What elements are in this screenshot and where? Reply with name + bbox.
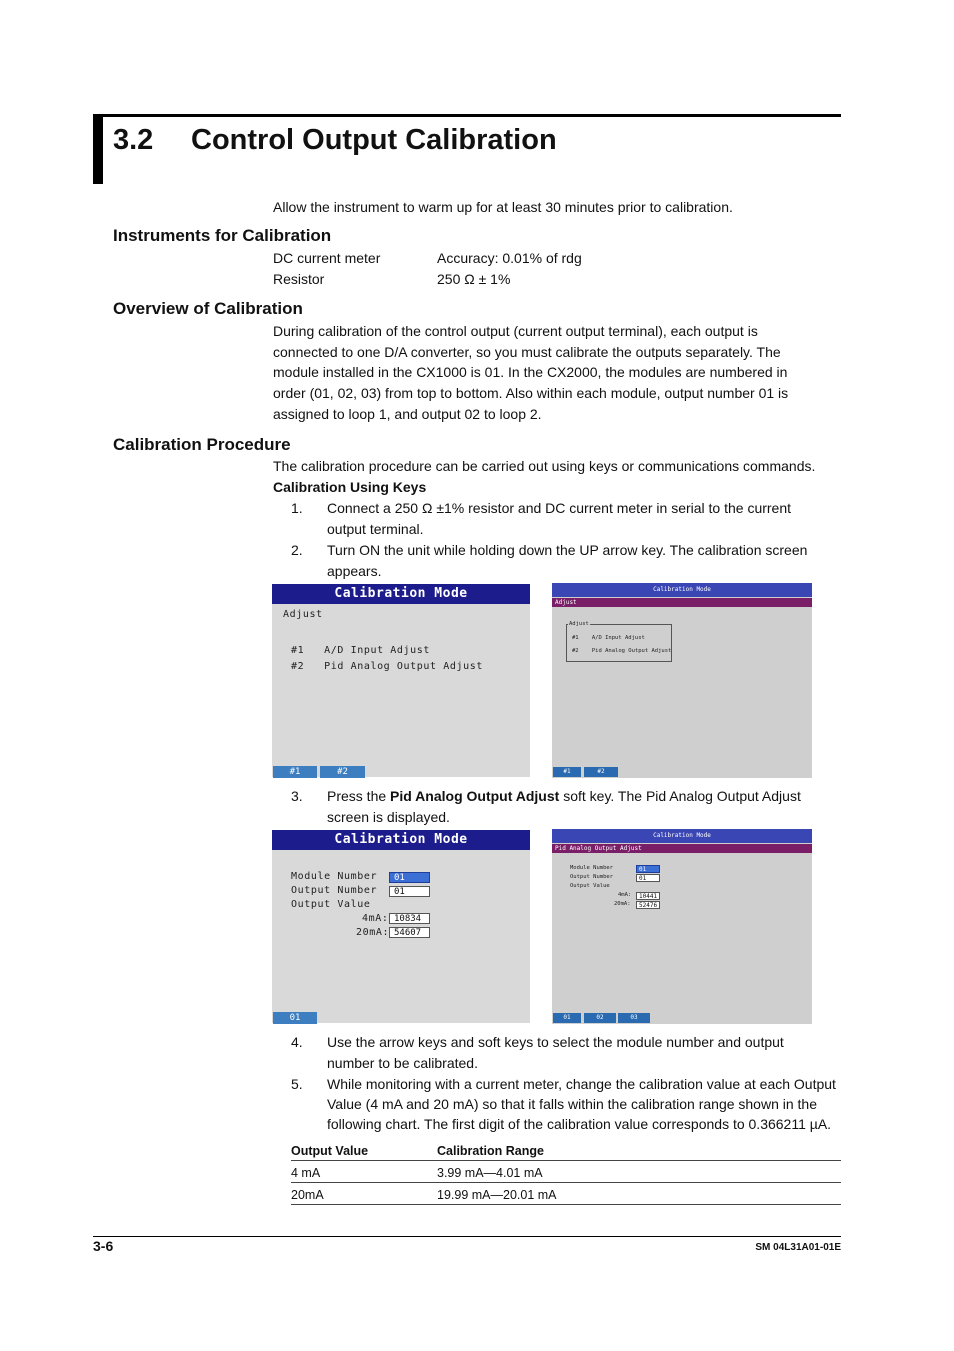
text-line: output terminal. bbox=[327, 521, 424, 537]
box-label: Adjust bbox=[569, 621, 589, 627]
output-number-label: Output Number bbox=[291, 885, 378, 896]
table-header-row bbox=[291, 1139, 841, 1161]
soft-key-3[interactable]: 03 bbox=[618, 1013, 650, 1023]
section-title: Control Output Calibration bbox=[191, 124, 557, 156]
text-line: screen is displayed. bbox=[327, 809, 450, 825]
ma4-label: 4mA: bbox=[362, 913, 389, 924]
step-text bbox=[327, 1032, 842, 1074]
page-number: 3-6 bbox=[93, 1238, 114, 1254]
ma20-label: 20mA: bbox=[356, 927, 390, 938]
ma4-value-field[interactable]: 10834 bbox=[389, 913, 430, 924]
screen-title: Calibration Mode bbox=[552, 829, 812, 843]
instrument-spec: 250 Ω ± 1% bbox=[437, 271, 511, 287]
screen-label: Adjust bbox=[283, 609, 323, 620]
soft-key-2[interactable]: 02 bbox=[584, 1013, 616, 1023]
soft-key-1[interactable]: #1 bbox=[553, 767, 581, 777]
screen-subtitle: Pid Analog Output Adjust bbox=[552, 844, 812, 853]
step-number: 1. bbox=[291, 500, 303, 516]
text-line: Value (4 mA and 20 mA) so that it falls within the calibration range shown in the bbox=[327, 1096, 818, 1112]
text-line: Turn ON the unit while holding down the UP arrow key. The calibration screen bbox=[327, 542, 808, 558]
overview-paragraph bbox=[273, 321, 838, 425]
text-span: Press the bbox=[327, 788, 391, 804]
output-value-label: Output Value bbox=[291, 899, 371, 910]
calibration-screen-mono bbox=[272, 584, 530, 777]
text-line: number to be calibrated. bbox=[327, 1055, 478, 1071]
module-number-label: Module Number bbox=[291, 871, 378, 882]
ma4-label: 4mA: bbox=[618, 892, 632, 898]
instrument-name: DC current meter bbox=[273, 250, 381, 266]
document-code: SM 04L31A01-01E bbox=[755, 1242, 841, 1253]
soft-key-name: Pid Analog Output Adjust bbox=[390, 788, 560, 804]
step-text bbox=[327, 498, 842, 540]
table-row bbox=[291, 1183, 841, 1205]
ma20-label: 20mA: bbox=[614, 901, 631, 907]
output-number-label: Output Number bbox=[570, 874, 614, 880]
step-text bbox=[327, 1074, 842, 1134]
step-text bbox=[327, 786, 842, 828]
column-header: Output Value bbox=[291, 1144, 369, 1158]
section-rule bbox=[93, 114, 841, 117]
screen-title: Calibration Mode bbox=[272, 584, 530, 604]
text-span: soft key. The Pid Analog Output Adjust bbox=[559, 788, 801, 804]
text-line: appears. bbox=[327, 563, 382, 579]
ma20-value-field[interactable]: 52476 bbox=[636, 901, 660, 909]
menu-item-pid-output: #2 Pid Analog Output Adjust bbox=[572, 648, 672, 654]
text-line: Connect a 250 Ω ±1% resistor and DC current meter in serial to the current bbox=[327, 500, 792, 516]
screen-title: Calibration Mode bbox=[552, 583, 812, 597]
text-line: following chart. The first digit of the calibration value corresponds to 0.366211 µA. bbox=[327, 1116, 832, 1132]
step-number: 2. bbox=[291, 542, 303, 558]
table-cell: 19.99 mA—20.01 mA bbox=[437, 1188, 557, 1202]
step-number: 4. bbox=[291, 1034, 303, 1050]
step-number: 5. bbox=[291, 1076, 303, 1092]
table-row bbox=[291, 1161, 841, 1183]
module-number-field[interactable]: 01 bbox=[389, 872, 430, 883]
output-number-field[interactable]: 01 bbox=[636, 874, 660, 882]
soft-key-2[interactable]: #2 bbox=[320, 766, 365, 778]
screen-title: Calibration Mode bbox=[272, 830, 530, 850]
step-number: 3. bbox=[291, 788, 303, 804]
instrument-spec: Accuracy: 0.01% of rdg bbox=[437, 250, 582, 266]
intro-text: Allow the instrument to warm up for at least 30 minutes prior to calibration. bbox=[273, 199, 733, 215]
section-number: 3.2 bbox=[113, 124, 154, 156]
menu-item-pid-output: #2 Pid Analog Output Adjust bbox=[291, 661, 483, 672]
column-header: Calibration Range bbox=[437, 1144, 544, 1158]
text-line: Use the arrow keys and soft keys to select the module number and output bbox=[327, 1034, 784, 1050]
calibration-screen-color bbox=[552, 583, 812, 778]
text-line: assigned to loop 1, and output 02 to loop 2. bbox=[273, 405, 542, 422]
menu-item-ad-input: #1 A/D Input Adjust bbox=[291, 645, 431, 656]
screen-subtitle: Adjust bbox=[552, 598, 812, 607]
calibration-range-table bbox=[291, 1139, 841, 1205]
soft-key-2[interactable]: #2 bbox=[584, 767, 618, 777]
procedure-intro: The calibration procedure can be carried out using keys or communications commands. bbox=[273, 458, 816, 474]
module-number-field[interactable]: 01 bbox=[636, 865, 660, 873]
table-cell: 3.99 mA—4.01 mA bbox=[437, 1166, 543, 1180]
adjust-box bbox=[566, 624, 672, 662]
text-line: During calibration of the control output (current output terminal), each output is bbox=[273, 323, 758, 339]
ma20-value-field[interactable]: 54607 bbox=[389, 927, 430, 938]
output-number-field[interactable]: 01 bbox=[389, 886, 430, 897]
table-cell: 4 mA bbox=[291, 1166, 321, 1180]
procedure-subheading: Calibration Using Keys bbox=[273, 479, 427, 495]
soft-key-1[interactable]: #1 bbox=[273, 766, 317, 778]
instrument-name: Resistor bbox=[273, 271, 325, 287]
text-line: While monitoring with a current meter, change the calibration value at each Output bbox=[327, 1076, 836, 1092]
footer-rule bbox=[93, 1236, 841, 1237]
ma4-value-field[interactable]: 10441 bbox=[636, 892, 660, 900]
procedure-heading: Calibration Procedure bbox=[113, 435, 291, 454]
text-line: order (01, 02, 03) from top to bottom. Also within each module, output number 01 is bbox=[273, 385, 789, 402]
instruments-heading: Instruments for Calibration bbox=[113, 226, 332, 245]
output-adjust-screen-mono bbox=[272, 830, 530, 1023]
step-text bbox=[327, 540, 842, 582]
menu-item-ad-input: #1 A/D Input Adjust bbox=[572, 635, 645, 641]
table-cell: 20mA bbox=[291, 1188, 324, 1202]
section-marker bbox=[93, 114, 103, 184]
module-number-label: Module Number bbox=[570, 865, 614, 871]
soft-key-1[interactable]: 01 bbox=[553, 1013, 581, 1023]
output-adjust-screen-color bbox=[552, 829, 812, 1024]
output-value-label: Output Value bbox=[570, 883, 610, 889]
text-line: module installed in the CX1000 is 01. In the CX2000, the modules are numbered in bbox=[273, 364, 788, 381]
soft-key-1[interactable]: 01 bbox=[273, 1012, 317, 1024]
overview-heading: Overview of Calibration bbox=[113, 299, 303, 318]
text-line: connected to one D/A converter, so you must calibrate the outputs separately. The bbox=[273, 343, 781, 360]
